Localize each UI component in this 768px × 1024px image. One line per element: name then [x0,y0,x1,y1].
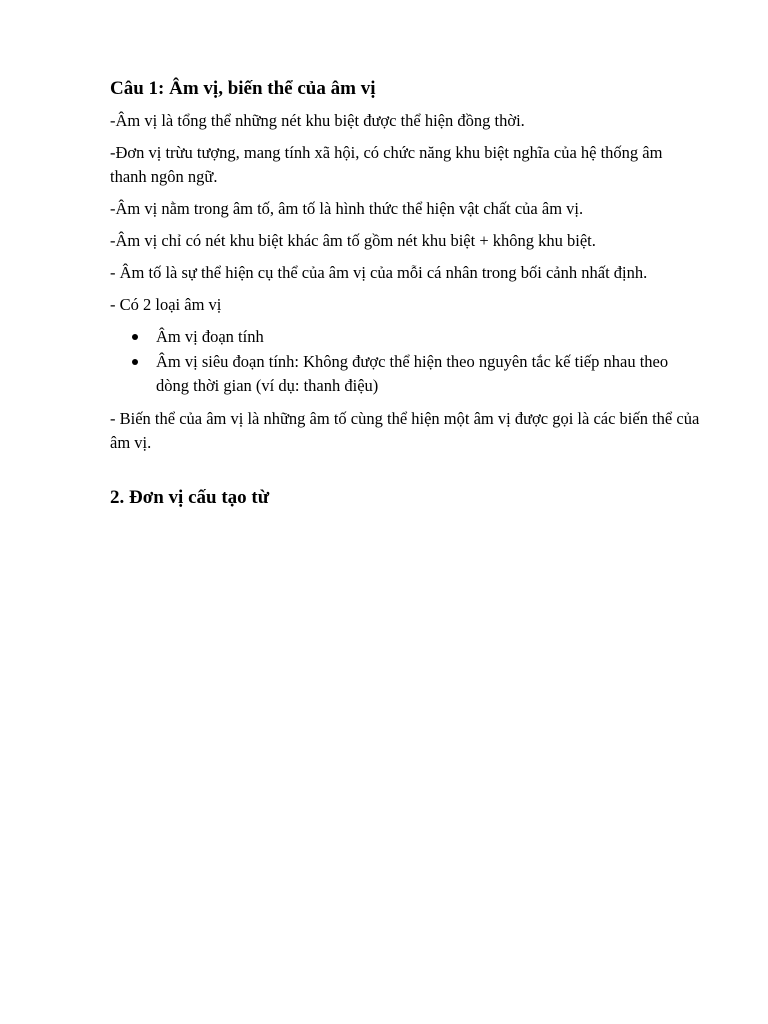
paragraph: -Âm vị là tổng thể những nét khu biệt được thể hiện đồng thời. [110,111,525,130]
bullet-list [110,325,700,399]
section-heading-2: 2. Đơn vị cấu tạo từ [110,486,270,508]
paragraph: -Âm vị chỉ có nét khu biệt khác âm tố gồm nét khu biệt + không khu biệt. [110,231,596,250]
paragraph: -Âm vị nằm trong âm tố, âm tố là hình thức thể hiện vật chất của âm vị. [110,199,584,218]
paragraph: -Đơn vị trừu tượng, mang tính xã hội, có chức năng khu biệt nghĩa của hệ thống âm thanh ngôn ngữ. [110,143,663,186]
paragraph: - Âm tố là sự thể hiện cụ thể của âm vị của mỗi cá nhân trong bối cảnh nhất định. [110,263,648,282]
list-item-text: Âm vị đoạn tính [156,327,264,346]
paragraph: - Có 2 loại âm vị [110,295,222,314]
bullet-icon [132,359,138,365]
list-item [110,325,700,350]
document-body [110,76,700,511]
list-item-text: Âm vị siêu đoạn tính: Không được thể hiện theo nguyên tắc kế tiếp nhau theo dòng thời gian (ví dụ: thanh điệu) [156,351,669,395]
list-item [110,350,700,399]
bullet-icon [132,334,138,340]
paragraph: - Biến thể của âm vị là những âm tố cùng thể hiện một âm vị được gọi là các biến thể của âm vị. [110,408,700,452]
section-heading: Câu 1: Âm vị, biến thể của âm vị [110,78,376,99]
